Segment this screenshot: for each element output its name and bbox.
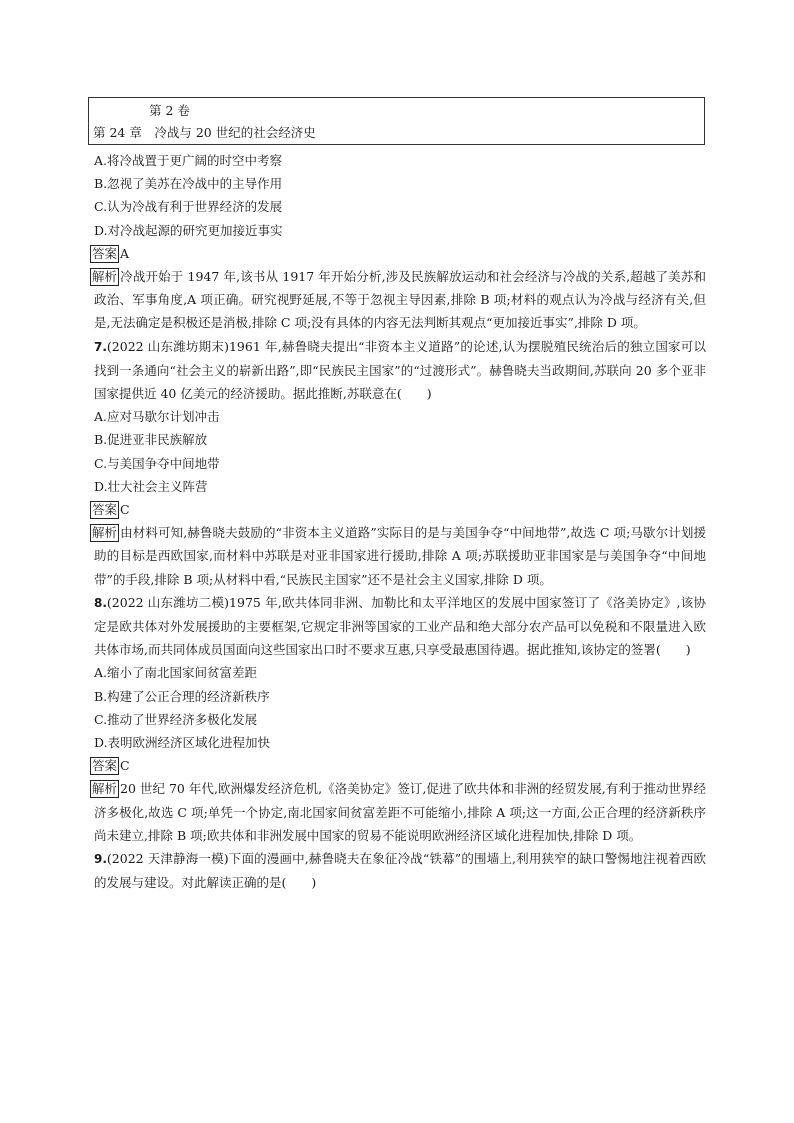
- analysis-tag: 解析: [92, 525, 118, 541]
- q7-option-c: C.与美国争夺中间地带: [94, 455, 220, 471]
- q8-option-c: C.推动了世界经济多极化发展: [94, 711, 258, 727]
- q9-number: 9.: [94, 852, 107, 867]
- chapter-title: 第 24 章 冷战与 20 世纪的社会经济史: [93, 125, 316, 140]
- q7-analysis: 由材料可知,赫鲁晓夫鼓励的“非资本主义道路”实际目的是与美国争夺“中间地带”,故选 C 项;马歇尔计划援助的目标是西欧国家,而材料中苏联是对亚非国家进行援助,排除 A 项;苏联援助亚非国家是与美国争夺“中间地带”的手段,排除 B 项;从材料中看,“民族民主国家”还不是社会主义国家,排除 D 项。: [94, 525, 706, 587]
- q8-answer-row: [94, 754, 706, 777]
- answer-tag: 答案: [92, 502, 118, 518]
- q6-option-a: A.将冷战置于更广阔的时空中考察: [94, 153, 283, 168]
- q8-number: 8.: [94, 595, 107, 610]
- q8-stem-row: [94, 591, 706, 662]
- question-content: [94, 149, 706, 895]
- q7-option-a: A.应对马歇尔计划冲击: [94, 409, 220, 425]
- q7-number: 7.: [94, 339, 107, 354]
- analysis-tag: 解析: [92, 269, 118, 285]
- q6-option-d: D.对冷战起源的研究更加接近事实: [94, 222, 283, 238]
- q8-option-a: A.缩小了南北国家间贫富差距: [94, 665, 258, 681]
- q6-analysis-row: [94, 265, 706, 335]
- q7-stem-row: [94, 335, 706, 406]
- q7-option-b: B.促进亚非民族解放: [94, 432, 208, 448]
- q8-answer: C: [120, 758, 130, 774]
- q8-option-d: D.表明欧洲经济区域化进程加快: [94, 735, 271, 751]
- q7-analysis-row: [94, 521, 706, 591]
- q8-stem: (2022 山东潍坊二模)1975 年,欧共体同非洲、加勒比和太平洋地区的发展中国家签订了《洛美协定》,该协定是欧共体对外发展援助的主要框架,它规定非洲等国家的工业产品和绝大部分农产品可以免税和不限量进入欧共体市场,而共同体成员国面向这些国家出口时不要求互惠,只享受最惠国待遇。据此推知,该协定的签署( ): [94, 594, 706, 658]
- q8-analysis-row: [94, 777, 706, 847]
- q8-option-b: B.构建了公正合理的经济新秩序: [94, 688, 270, 704]
- q9-stem: (2022 天津静海一模)下面的漫画中,赫鲁晓夫在象征冷战“铁幕”的围墙上,利用狭窄的缺口警惕地注视着西欧的发展与建设。对此解读正确的是( ): [94, 851, 706, 891]
- answer-tag: 答案: [92, 245, 118, 261]
- analysis-tag: 解析: [92, 781, 118, 797]
- q7-option-d: D.壮大社会主义阵营: [94, 478, 208, 494]
- q7-answer: C: [120, 502, 130, 518]
- q6-option-b: B.忽视了美苏在冷战中的主导作用: [94, 176, 283, 192]
- q6-option-c: C.认为冷战有利于世界经济的发展: [94, 199, 283, 215]
- q6-answer-row: [94, 242, 706, 265]
- q7-stem: (2022 山东潍坊期末)1961 年,赫鲁晓夫提出“非资本主义道路”的论述,认为摆脱殖民统治后的独立国家可以找到一条通向“社会主义的崭新出路”,即“民族民主国家”的“过渡形式”。赫鲁晓夫当政期间,苏联向 20 多个亚非国家提供近 40 亿美元的经济援助。据此推断,苏联意在( ): [94, 338, 706, 402]
- q8-analysis: 20 世纪 70 年代,欧洲爆发经济危机,《洛美协定》签订,促进了欧共体和非洲的经贸发展,有利于推动世界经济多极化,故选 C 项;单凭一个协定,南北国家间贫富差距不可能缩小,排除 A 项;这一方面,公正合理的经济新秩序尚未建立,排除 B 项;欧共体和非洲发展中国家的贸易不能说明欧洲经济区域化进程加快,排除 D 项。: [94, 781, 706, 843]
- q9-stem-row: [94, 847, 706, 894]
- answer-tag: 答案: [92, 758, 118, 774]
- chapter-header-box: [88, 97, 705, 145]
- q7-answer-row: [94, 498, 706, 521]
- volume-label: 第 2 卷: [149, 103, 190, 118]
- q6-answer: A: [120, 245, 130, 261]
- q6-analysis: 冷战开始于 1947 年,该书从 1917 年开始分析,涉及民族解放运动和社会经济与冷战的关系,超越了美苏和政治、军事角度,A 项正确。研究视野延展,不等于忽视主导因素,排除 B 项;材料的观点认为冷战与经济有关,但是,无法确定是积极还是消极,排除 C 项;没有具体的内容无法判断其观点“更加接近事实”,排除 D 项。: [94, 269, 706, 331]
